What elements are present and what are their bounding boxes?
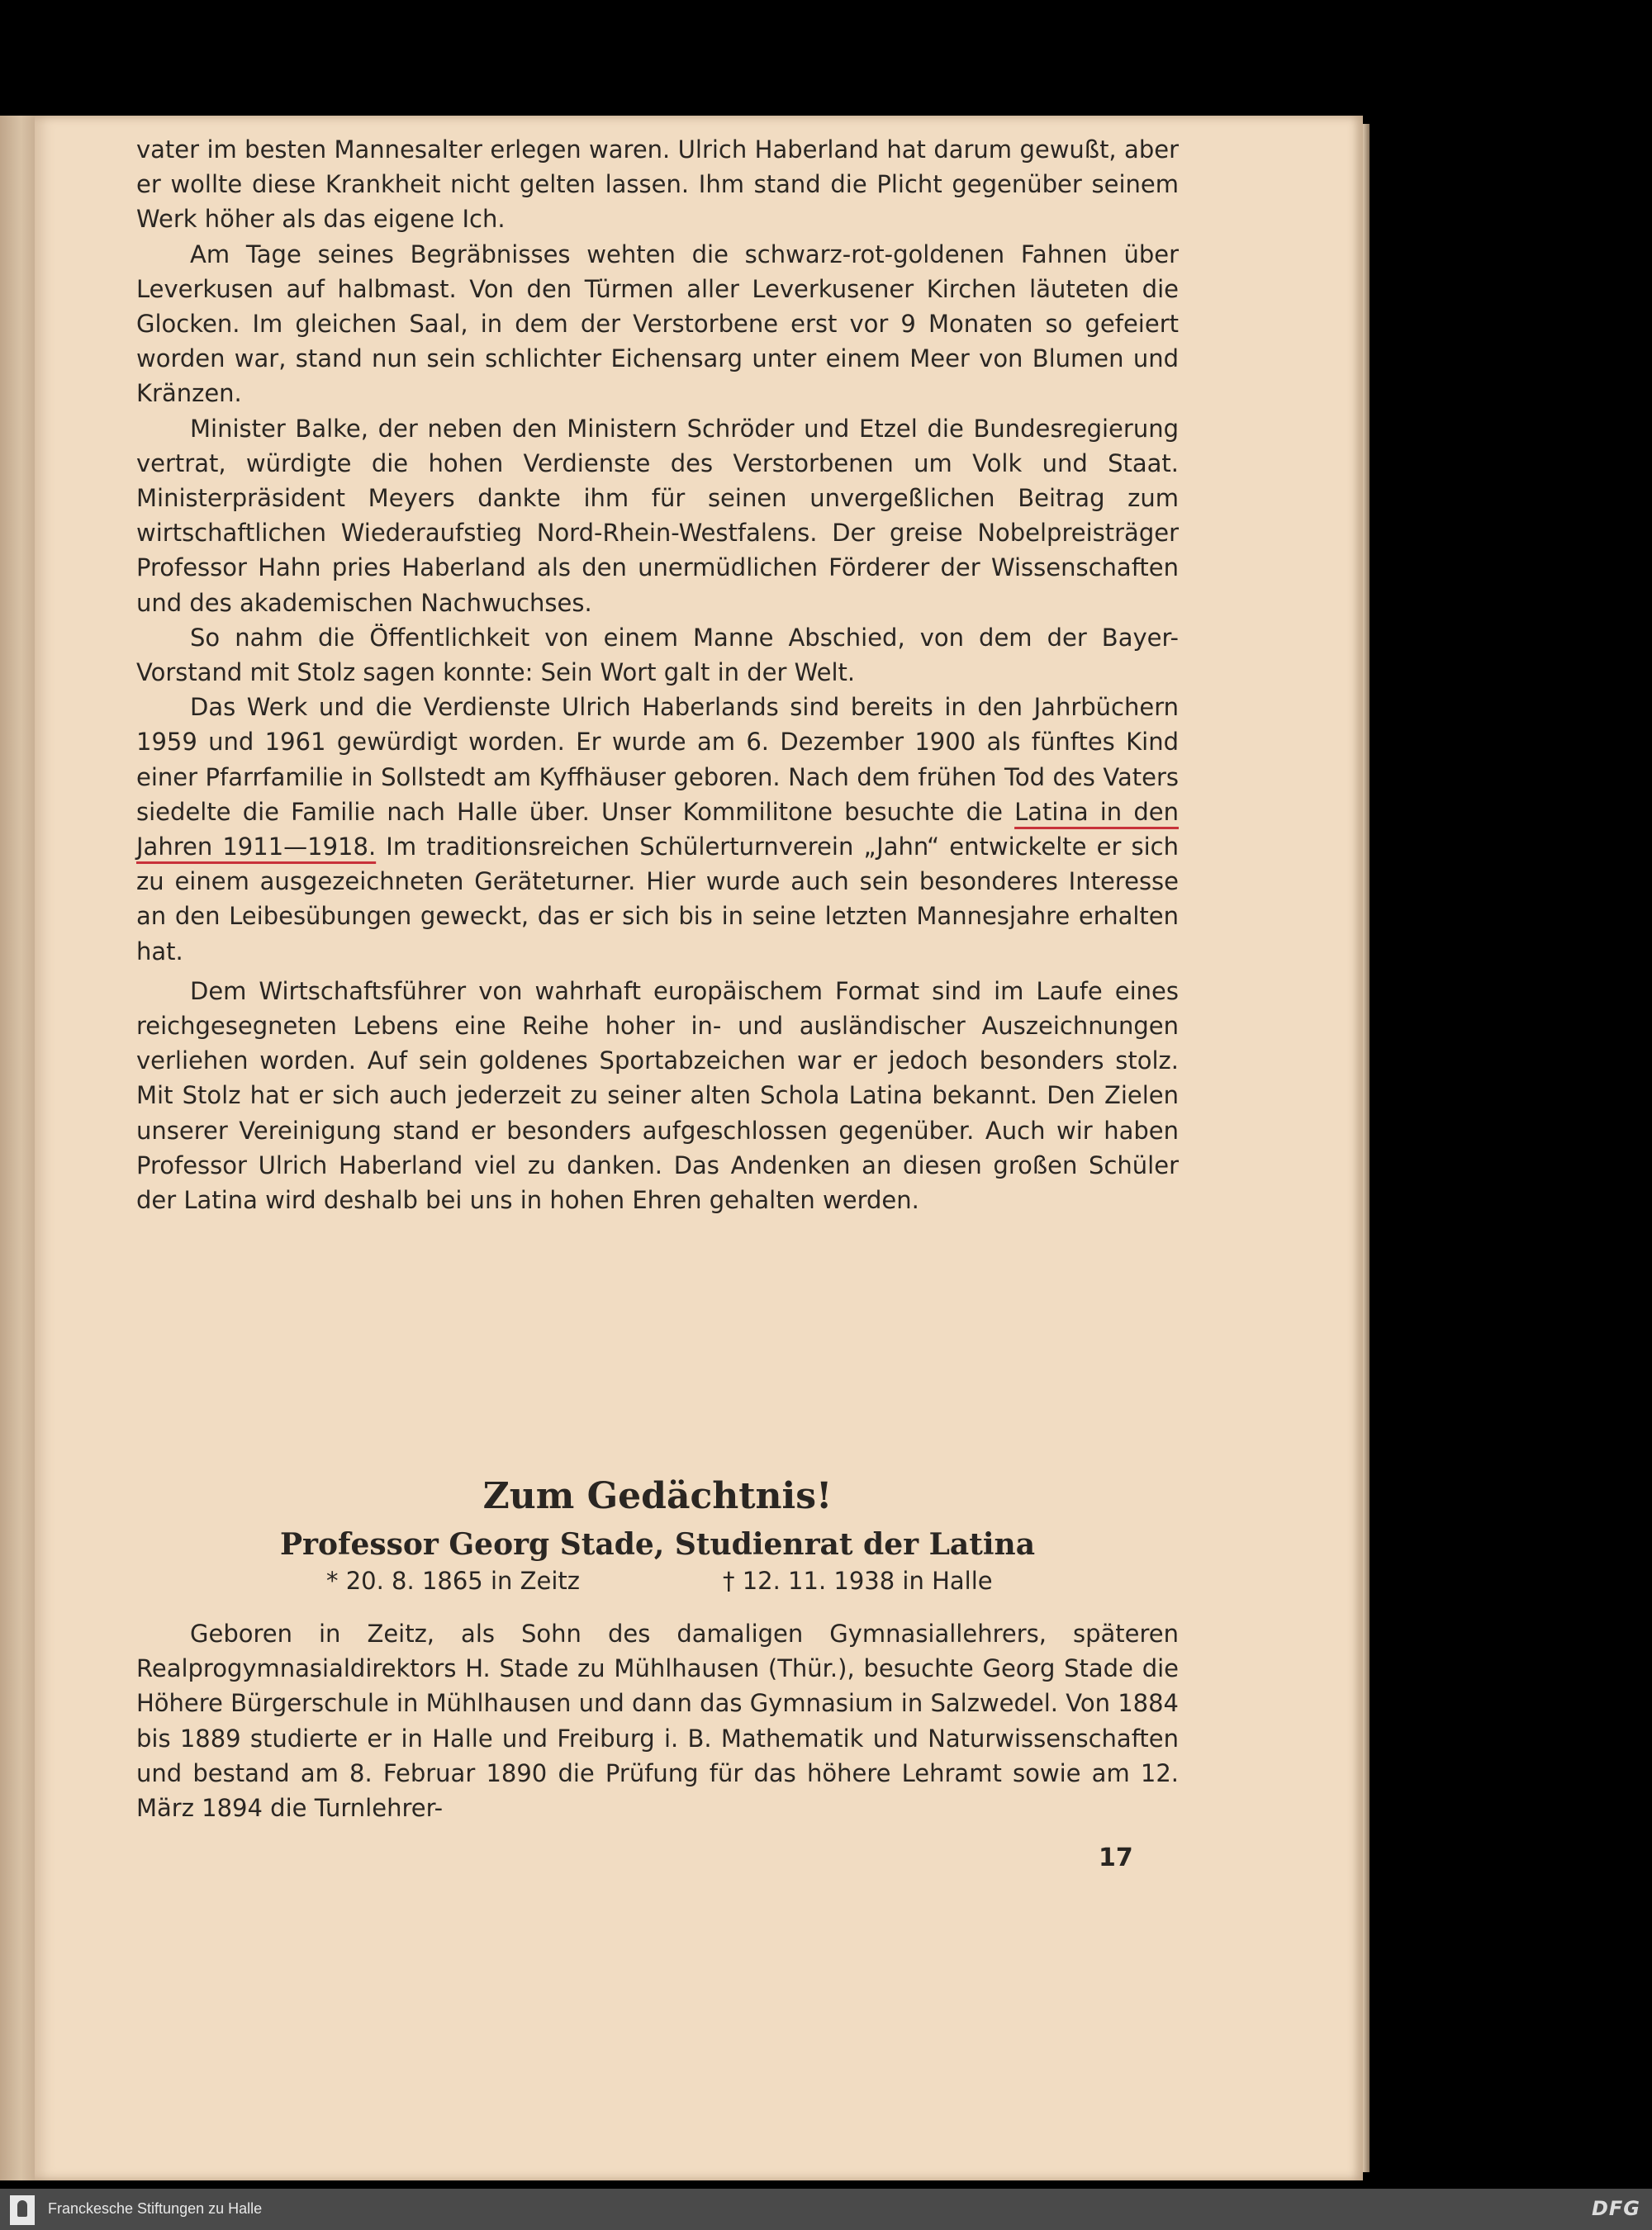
paragraph-3: Minister Balke, der neben den Ministern Schröder und Etzel die Bundesregierung vertrat, würdigte die hohen Verdienste des Verstorbenen um Volk und Staat. Ministerpräsident Meyers dankte ihm für seinen unvergeßlichen Beitrag zum wirtschaftlichen Wiederaufstieg Nord-Rhein-Westfalens. Der greise Nobelpreisträger Professor Hahn pries Haberland als den unermüdlichen Förderer der Wissenschaften und des akademischen Nachwuchses. [136,414,1179,617]
franckesche-stiftungen-logo-icon [10,2195,35,2225]
dfg-logo: DFG [1591,2197,1640,2220]
life-dates [136,1565,1179,1598]
paragraph-4: So nahm die Öffentlichkeit von einem Manne Abschied, von dem der Bayer-Vorstand mit Stolz sagen konnte: Sein Wort galt in der Welt. [136,623,1179,687]
paragraph-5-before: Das Werk und die Verdienste Ulrich Haberlands sind bereits in den Jahrbüchern 1959 und 1961 gewürdigt worden. Er wurde am 6. Dezember 1900 als fünftes Kind einer Pfarrfamilie in Sollstedt am Kyffhäuser geboren. Nach dem frühen Tod des Vaters siedelte die Familie nach Halle über. Unser Kommilitone besuchte die [136,693,1179,826]
paragraph-1: vater im besten Mannesalter erlegen waren. Ulrich Haberland hat darum gewußt, aber er wollte diese Krankheit nicht gelten lassen. Ihm stand die Plicht gegenüber seinem Werk höher als das eigene Ich. [136,135,1179,234]
section-subtitle: Professor Georg Stade, Studienrat der Latina [279,1527,1036,1562]
page-stack-edge [1363,124,1370,2172]
memorial-section [136,1474,1179,1825]
paragraph-2: Am Tage seines Begräbnisses wehten die schwarz-rot-goldenen Fahnen über Leverkusen auf halbmast. Von den Türmen aller Leverkusener Kirchen läuteten die Glocken. Im gleichen Saal, in dem der Verstorbene erst vor 9 Monaten so gefeiert worden war, stand nun sein schlichter Eichensarg unter einem Meer von Blumen und Kränzen. [136,240,1179,408]
section-paragraph: Geboren in Zeitz, als Sohn des damaligen Gymnasiallehrers, späteren Realprogymnasialdirektors H. Stade zu Mühlhausen (Thür.), besuchte Georg Stade die Höhere Bürgerschule in Mühlhausen und dann das Gymnasium in Salzwedel. Von 1884 bis 1889 studierte er in Halle und Freiburg i. B. Mathematik und Naturwissenschaften und bestand am 8. Februar 1890 die Prüfung für das höhere Lehramt sowie am 12. März 1894 die Turnlehrer- [136,1620,1179,1823]
paragraph-5 [136,690,1179,969]
paragraph-5-after: Im traditionsreichen Schülerturnverein „Jahn“ entwickelte er sich zu einem ausgezeichneten Geräteturner. Hier wurde auch sein besonderes Interesse an den Leibesübungen geweckt, das er sich bis in seine letzten Mannesjahre erhalten hat. [136,833,1179,966]
paragraph-6: Dem Wirtschaftsführer von wahrhaft europäischem Format sind im Laufe eines reichgesegneten Lebens eine Reihe hoher in- und ausländischer Auszeichnungen verliehen worden. Auf sein goldenes Sportabzeichen war er jedoch besonders stolz. Mit Stolz hat er sich auch jederzeit zu seiner alten Schola Latina bekannt. Den Zielen unserer Vereinigung stand er besonders aufgeschlossen gegenüber. Auch wir haben Professor Ulrich Haberland viel zu danken. Das Andenken an diesen großen Schüler der Latina wird deshalb bei uns in hohen Ehren gehalten werden. [136,976,1179,1215]
previous-page-edge [0,116,35,2180]
section-title: Zum Gedächtnis! [482,1475,833,1517]
section-body [136,1616,1179,1825]
institution-name[interactable]: Franckesche Stiftungen zu Halle [48,2200,263,2217]
birth-date: * 20. 8. 1865 in Zeitz [326,1567,580,1595]
death-date: † 12. 11. 1938 in Halle [723,1567,993,1595]
page-number: 17 [1099,1843,1133,1872]
viewer-footer [0,2189,1652,2230]
red-underlined-annotation: Latina in den Jahren 1911—1918. [136,797,1179,861]
body-text [136,132,1179,1217]
